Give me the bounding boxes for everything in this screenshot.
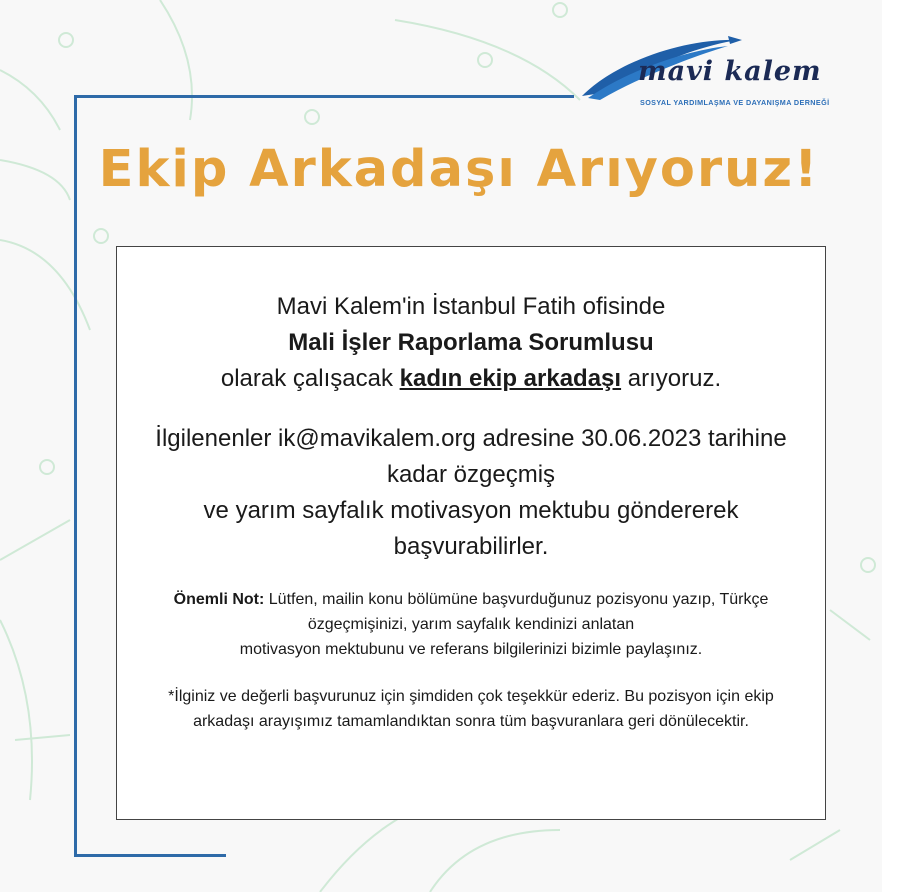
apply-line-1: İlgilenenler ik@mavikalem.org adresine 30.06.2023 tarihine bbox=[155, 425, 787, 452]
frame-left-line bbox=[74, 95, 77, 857]
thanks-line-1: *İlginiz ve değerli başvurunuz için şimdiden çok teşekkür ederiz. Bu pozisyon için ekip bbox=[168, 688, 774, 705]
right-margin bbox=[882, 0, 918, 892]
logo-subtitle: SOSYAL YARDIMLAŞMA VE DAYANIŞMA DERNEĞİ bbox=[640, 98, 830, 107]
apply-line-3: ve yarım sayfalık motivasyon mektubu göndererek bbox=[203, 497, 739, 524]
apply-line-2: kadar özgeçmiş bbox=[386, 461, 556, 488]
frame-top-line bbox=[74, 95, 574, 98]
important-note-line-1 bbox=[117, 587, 825, 612]
important-note-label: Önemli Not: bbox=[173, 591, 265, 608]
apply-line-4: başvurabilirler. bbox=[393, 533, 549, 560]
important-note-line-2: özgeçmişinizi, yarım sayfalık kendinizi anlatan bbox=[307, 616, 635, 633]
role-line bbox=[117, 361, 825, 397]
intro-line: Mavi Kalem'in İstanbul Fatih ofisinde bbox=[276, 293, 666, 320]
spacer bbox=[117, 397, 825, 421]
position-title: Mali İşler Raporlama Sorumlusu bbox=[288, 329, 654, 356]
role-line-after: arıyoruz. bbox=[621, 365, 722, 392]
logo-wordmark: mavi kalem bbox=[638, 56, 822, 87]
page-title: Ekip Arkadaşı Arıyoruz! bbox=[98, 140, 820, 199]
frame-bottom-line bbox=[74, 854, 226, 857]
mavi-kalem-logo bbox=[578, 30, 840, 110]
spacer bbox=[117, 565, 825, 587]
role-emphasis: kadın ekip arkadaşı bbox=[399, 365, 622, 392]
announcement-card bbox=[116, 246, 826, 820]
important-note-text: Lütfen, mailin konu bölümüne başvurduğunuz pozisyonu yazıp, Türkçe bbox=[264, 591, 769, 608]
role-line-before: olarak çalışacak bbox=[220, 365, 400, 392]
thanks-line-2: arkadaşı arayışımız tamamlandıktan sonra tüm başvuranlara geri dönülecektir. bbox=[193, 713, 749, 730]
important-note-line-3: motivasyon mektubunu ve referans bilgilerinizi bizimle paylaşınız. bbox=[239, 641, 703, 658]
announcement-content bbox=[117, 289, 825, 734]
spacer bbox=[117, 662, 825, 684]
